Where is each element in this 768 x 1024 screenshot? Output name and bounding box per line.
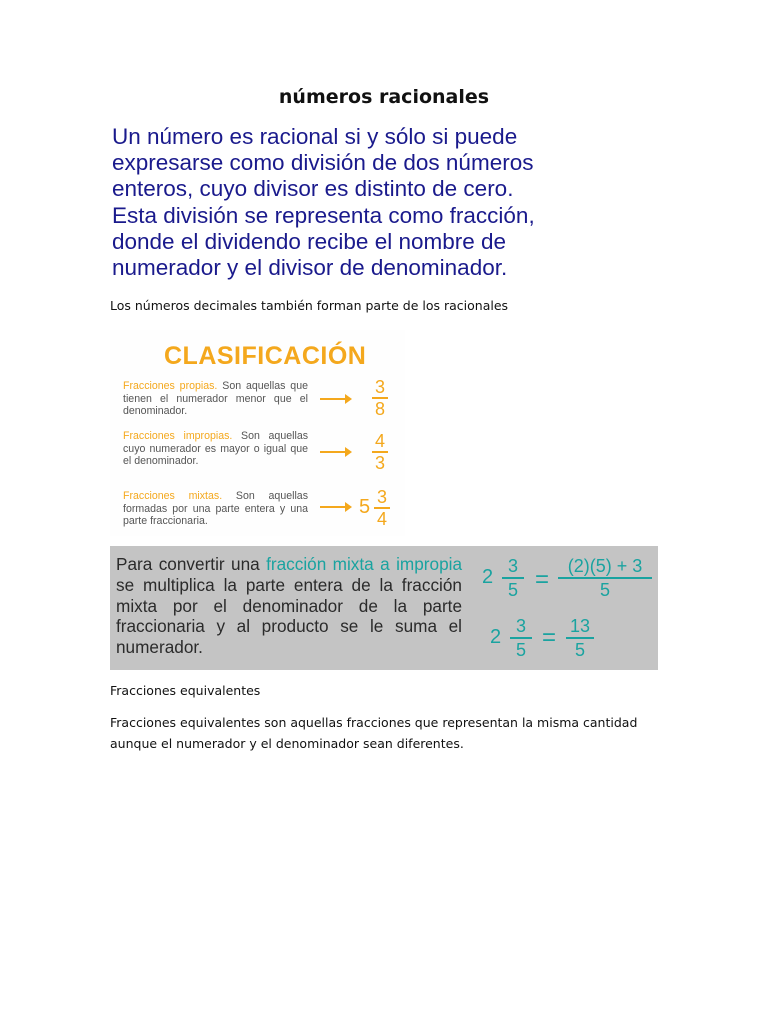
fraction-type-desc: Son aquellas cuyo numerador es mayor o igual que el denominador.: [123, 430, 309, 467]
arrow-icon: [320, 506, 350, 508]
fraction-denominator: 5: [599, 580, 610, 600]
fraction-example: [374, 488, 390, 528]
fraction-type-impropias: [123, 430, 308, 468]
eq2-equals: =: [542, 624, 557, 651]
fraction-example: [372, 432, 388, 472]
definition-image: [112, 124, 582, 284]
clasificacion-image: [110, 330, 405, 536]
conversion-highlight: fracción mixta a impropia: [266, 554, 463, 574]
definition-line: donde el dividendo recibe el nombre de: [112, 228, 507, 254]
conversion-text-part: se multiplica la parte entera de la fracción mixta por el denominador de la parte fraccionaria y al producto se le suma el numerador.: [116, 574, 462, 658]
arrow-icon: [320, 451, 350, 453]
fraction-denominator: 3: [374, 453, 385, 473]
fraction-numerator: 3: [374, 377, 385, 397]
decimals-note: Los números decimales también forman parte de los racionales: [110, 298, 509, 313]
fraction-numerator: 13: [569, 616, 591, 636]
definition-line: enteros, cuyo divisor es distinto de cero.: [112, 176, 514, 202]
fraction-type-desc: Son aquellas que tienen el numerador menor que el denominador.: [123, 380, 308, 417]
clasificacion-heading: CLASIFICACIÓN: [164, 342, 367, 370]
eq1-equals: =: [535, 566, 550, 593]
eq2-result: [566, 616, 594, 660]
fraction-numerator: (2)(5) + 3: [567, 556, 643, 576]
mixed-whole-part: 5: [359, 496, 371, 518]
fraction-type-name: Fracciones propias.: [123, 380, 218, 392]
fraction-type-name: Fracciones mixtas.: [123, 490, 223, 502]
arrow-icon: [320, 398, 350, 400]
fraction-denominator: 4: [376, 509, 387, 529]
definition-line: expresarse como división de dos números: [112, 150, 534, 176]
fraction-numerator: 3: [507, 556, 518, 576]
fraction-bar: [566, 637, 594, 639]
fraction-denominator: 8: [374, 399, 385, 419]
definition-line: numerador y el divisor de denominador.: [112, 255, 508, 281]
fraction-bar: [502, 577, 524, 579]
fraction-denominator: 5: [574, 640, 585, 660]
definition-line: Un número es racional si y sólo si puede: [112, 124, 518, 149]
page-title: números racionales: [278, 86, 490, 108]
fraction-type-propias: [123, 380, 308, 418]
fraction-numerator: 3: [515, 616, 526, 636]
fraction-denominator: 5: [507, 580, 518, 600]
definition-line: Esta división se representa como fracción,: [112, 202, 535, 228]
section-heading: Fracciones equivalentes: [110, 683, 261, 698]
conversion-image: [110, 546, 658, 670]
fraction-numerator: 4: [374, 431, 385, 451]
fraction-type-desc: Son aquellas formadas por una parte entera y una parte fraccionaria.: [123, 490, 308, 527]
fraction-numerator: 3: [376, 487, 387, 507]
eq2-whole: 2: [490, 626, 502, 648]
eq2-fraction: [510, 616, 532, 660]
fraction-type-mixtas: [123, 490, 308, 528]
fraction-bar: [558, 577, 652, 579]
fraction-denominator: 5: [515, 640, 526, 660]
eq1-result: [558, 556, 652, 600]
section-paragraph: Fracciones equivalentes son aquellas fracciones que representan la misma cantidad aunque el numerador y el denominador sean diferentes.: [110, 715, 638, 751]
eq1-whole: 2: [482, 566, 494, 588]
fraction-example: [372, 378, 388, 418]
conversion-text: [116, 554, 462, 658]
fraction-type-name: Fracciones impropias.: [123, 430, 233, 442]
eq1-fraction: [502, 556, 524, 600]
fraction-bar: [510, 637, 532, 639]
conversion-text-part: Para convertir una: [116, 554, 267, 574]
